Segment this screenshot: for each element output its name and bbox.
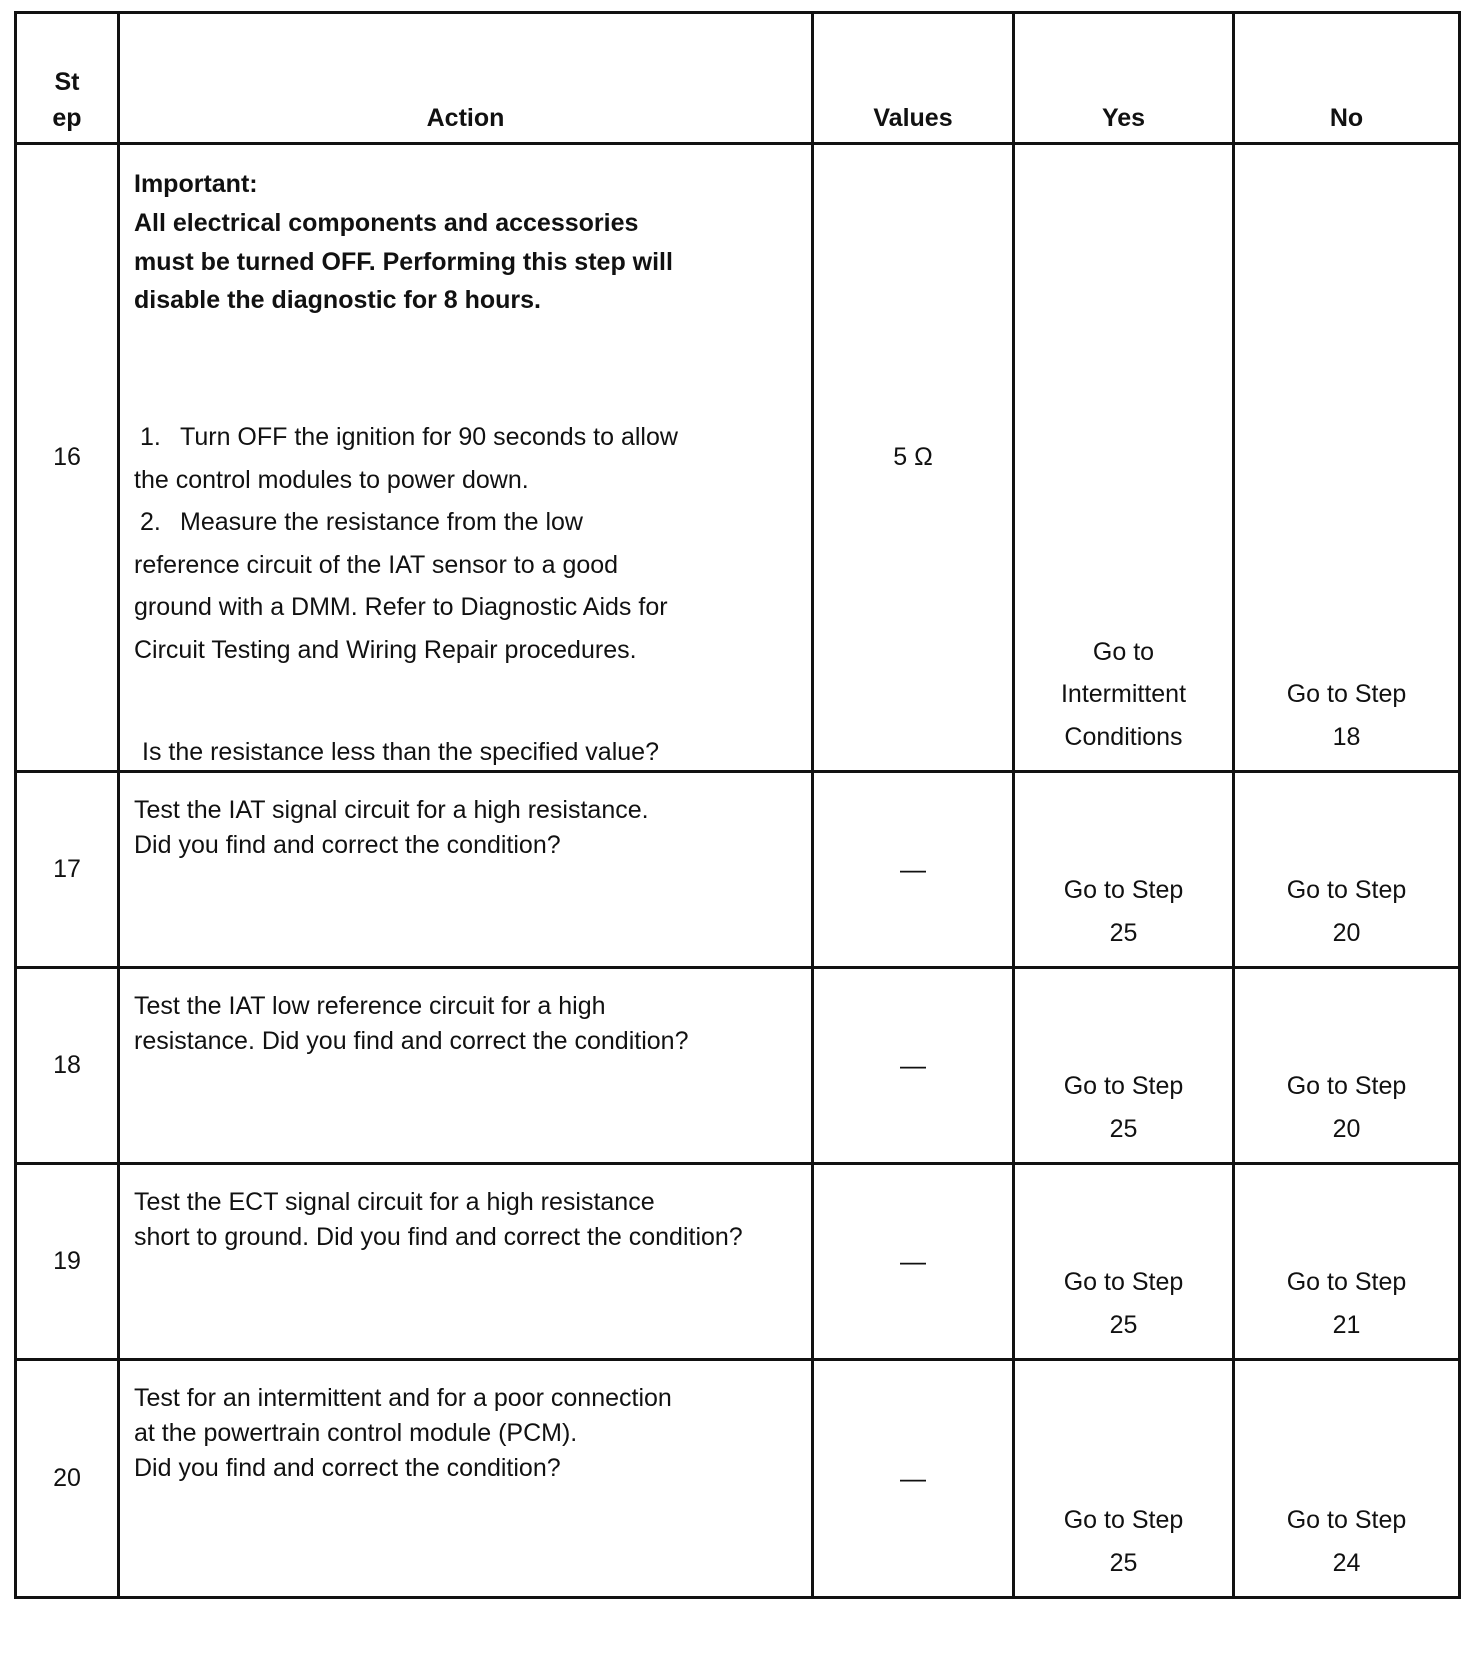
list-number: 2.	[140, 508, 161, 536]
action-line: resistance. Did you find and correct the condition?	[134, 1027, 689, 1055]
table-row	[16, 144, 1460, 772]
no-line: 20	[1332, 1114, 1361, 1143]
list-line: Turn OFF the ignition for 90 seconds to allow	[180, 423, 678, 451]
list-line: the control modules to power down.	[134, 465, 529, 494]
list-number: 1.	[140, 423, 161, 451]
no-line: Go to Step	[1286, 1268, 1407, 1296]
yes-line: 25	[1109, 1548, 1138, 1577]
table-row	[16, 1164, 1460, 1360]
yes-cell	[1014, 1164, 1234, 1360]
list-line: Circuit Testing and Wiring Repair procedures.	[134, 635, 637, 664]
yes-line: Intermittent	[1060, 680, 1187, 708]
step-number: 16	[16, 144, 119, 772]
header-values: Values	[813, 13, 1014, 144]
action-line: Test the ECT signal circuit for a high resistance	[134, 1188, 655, 1216]
diagnostic-table	[14, 11, 1461, 1599]
list-line: reference circuit of the IAT sensor to a good	[134, 550, 619, 579]
step-number: 19	[16, 1164, 119, 1360]
no-line: 20	[1332, 918, 1361, 947]
table-row	[16, 1360, 1460, 1598]
yes-line: Go to	[1092, 637, 1155, 666]
header-step-line1: St	[54, 67, 80, 96]
no-line: Go to Step	[1286, 1072, 1407, 1100]
no-cell	[1234, 1360, 1460, 1598]
action-cell	[119, 772, 813, 968]
yes-cell	[1014, 1360, 1234, 1598]
no-line: 18	[1332, 722, 1361, 751]
procedure-step-2	[134, 501, 801, 671]
procedure-step-1	[134, 416, 801, 501]
no-cell	[1234, 968, 1460, 1164]
no-line: 21	[1332, 1310, 1361, 1339]
yes-line: 25	[1109, 918, 1138, 947]
no-line: Go to Step	[1286, 680, 1407, 708]
value-cell: —	[813, 772, 1014, 968]
value-cell: —	[813, 1360, 1014, 1598]
yes-line: Go to Step	[1063, 876, 1184, 904]
action-line: Did you find and correct the condition?	[134, 831, 561, 859]
value-cell: 5 Ω	[813, 144, 1014, 772]
no-cell	[1234, 1164, 1460, 1360]
header-no: No	[1234, 13, 1460, 144]
value-cell: —	[813, 1164, 1014, 1360]
header-yes: Yes	[1014, 13, 1234, 144]
header-action: Action	[119, 13, 813, 144]
yes-line: Go to Step	[1063, 1072, 1184, 1100]
important-line: must be turned OFF. Performing this step will	[134, 247, 673, 276]
question-text: Is the resistance less than the specified value?	[142, 738, 659, 766]
action-cell	[119, 1360, 813, 1598]
important-note	[134, 165, 801, 320]
action-line: Did you find and correct the condition?	[134, 1454, 561, 1482]
no-cell	[1234, 772, 1460, 968]
action-cell	[119, 968, 813, 1164]
header-step-line2: ep	[52, 103, 82, 132]
table-row	[16, 968, 1460, 1164]
yes-line: 25	[1109, 1310, 1138, 1339]
step-number: 17	[16, 772, 119, 968]
no-line: 24	[1332, 1548, 1361, 1577]
yes-cell	[1014, 144, 1234, 772]
no-cell	[1234, 144, 1460, 772]
yes-line: Conditions	[1064, 722, 1183, 751]
list-line: Measure the resistance from the low	[180, 508, 583, 536]
important-line: All electrical components and accessories	[134, 208, 639, 237]
yes-line: 25	[1109, 1114, 1138, 1143]
action-cell	[119, 144, 813, 772]
list-line: ground with a DMM. Refer to Diagnostic Aids for	[134, 593, 668, 621]
no-line: Go to Step	[1286, 876, 1407, 904]
action-line: Test the IAT low reference circuit for a high	[134, 992, 606, 1020]
action-line: Test the IAT signal circuit for a high resistance.	[134, 796, 649, 824]
yes-line: Go to Step	[1063, 1506, 1184, 1534]
yes-cell	[1014, 772, 1234, 968]
important-line: disable the diagnostic for 8 hours.	[134, 286, 542, 315]
header-row	[16, 13, 1460, 144]
step-number: 18	[16, 968, 119, 1164]
header-step	[16, 13, 119, 144]
action-line: short to ground. Did you find and correct the condition?	[134, 1223, 743, 1251]
yes-line: Go to Step	[1063, 1268, 1184, 1296]
step-number: 20	[16, 1360, 119, 1598]
value-cell: —	[813, 968, 1014, 1164]
action-line: Test for an intermittent and for a poor connection	[134, 1384, 672, 1412]
important-label: Important:	[134, 170, 258, 198]
yes-cell	[1014, 968, 1234, 1164]
action-line: at the powertrain control module (PCM).	[134, 1419, 578, 1447]
no-line: Go to Step	[1286, 1506, 1407, 1534]
table-row	[16, 772, 1460, 968]
action-cell	[119, 1164, 813, 1360]
